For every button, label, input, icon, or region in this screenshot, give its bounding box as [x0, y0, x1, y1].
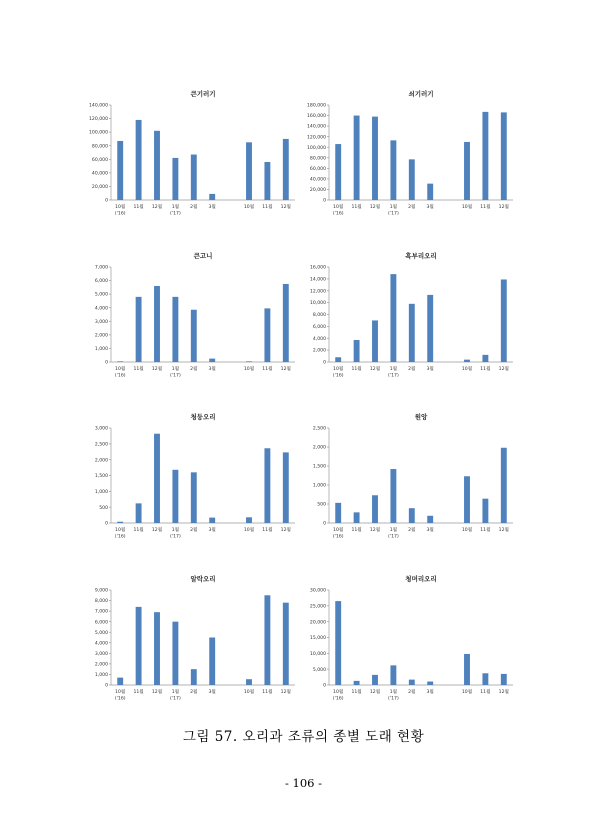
x-tick-label: 1월	[389, 528, 398, 533]
chart-title: 쇠기러기	[408, 90, 434, 98]
y-tick-label: 2,000	[94, 662, 108, 668]
y-tick-label: 3,000	[94, 651, 108, 657]
bar	[136, 503, 142, 523]
x-tick-label: 12월	[369, 690, 381, 695]
x-tick-label: 12월	[498, 367, 509, 372]
bar	[246, 517, 252, 523]
y-tick-label: 10,000	[309, 301, 326, 307]
y-tick-label: 180,000	[307, 103, 326, 109]
bar	[172, 297, 178, 362]
x-tick-label: 11월	[351, 205, 362, 210]
bar	[136, 297, 142, 362]
bar	[264, 595, 270, 685]
bar	[136, 607, 142, 685]
bar	[390, 274, 396, 362]
x-tick-label: 11월	[262, 367, 273, 372]
bar	[482, 673, 488, 685]
y-tick-label: 140,000	[89, 103, 108, 109]
y-tick-label: 5,000	[94, 292, 108, 298]
x-tick-label: 10월	[333, 367, 344, 372]
x-tick-label: 1월	[389, 690, 398, 695]
x-tick-label: 2월	[190, 690, 198, 695]
y-tick-label: 0	[323, 521, 326, 527]
chart-svg	[308, 88, 520, 228]
x-tick-label: 10월	[333, 205, 344, 210]
bar	[172, 470, 178, 523]
x-tick-label: 2월	[190, 205, 198, 210]
bar	[283, 284, 289, 362]
x-year-label: ('17)	[388, 211, 399, 217]
y-tick-label: 0	[105, 360, 108, 366]
bar-chart-4	[308, 250, 520, 390]
bar	[409, 304, 415, 362]
bar	[154, 286, 160, 362]
y-tick-label: 4,000	[94, 641, 108, 647]
x-tick-label: 2월	[190, 528, 198, 533]
y-tick-label: 6,000	[312, 324, 326, 330]
y-tick-label: 1,500	[312, 464, 326, 470]
x-tick-label: 10월	[461, 690, 473, 695]
page-number: - 106 -	[284, 776, 323, 790]
x-tick-label: 3월	[426, 367, 434, 372]
y-tick-label: 20,000	[309, 188, 326, 194]
y-tick-label: 80,000	[91, 144, 108, 150]
y-tick-label: 1,000	[94, 673, 108, 679]
bar-chart-7	[90, 573, 302, 713]
bar	[209, 638, 215, 686]
y-tick-label: 2,000	[94, 333, 108, 339]
bar	[264, 308, 270, 362]
bar	[354, 340, 360, 362]
x-tick-label: 11월	[133, 690, 144, 695]
bar	[117, 678, 123, 685]
y-tick-label: 14,000	[309, 277, 326, 283]
x-tick-label: 10월	[461, 205, 473, 210]
bar	[501, 112, 507, 200]
x-tick-label: 3월	[426, 528, 434, 533]
chart-title: 청머리오리	[405, 575, 437, 583]
chart-svg	[308, 411, 520, 551]
x-tick-label: 12월	[369, 205, 381, 210]
chart-svg	[90, 411, 302, 551]
bar	[117, 361, 123, 362]
y-tick-label: 8,000	[94, 599, 108, 605]
bar	[246, 142, 252, 200]
y-tick-label: 5,000	[312, 667, 326, 673]
y-tick-label: 25,000	[309, 604, 326, 610]
y-tick-label: 140,000	[307, 124, 326, 130]
y-tick-label: 80,000	[309, 156, 326, 162]
x-tick-label: 10월	[243, 205, 255, 210]
y-tick-label: 1,000	[94, 347, 108, 353]
bar	[335, 601, 341, 685]
bar	[246, 361, 252, 362]
bar	[501, 674, 507, 685]
x-year-label: ('16)	[114, 696, 126, 702]
bar	[172, 158, 178, 200]
y-tick-label: 0	[105, 683, 108, 689]
x-tick-label: 3월	[208, 528, 216, 533]
y-tick-label: 60,000	[91, 157, 108, 163]
bar	[464, 360, 470, 362]
bar	[283, 452, 289, 523]
y-tick-label: 2,000	[94, 458, 108, 464]
x-tick-label: 12월	[498, 690, 509, 695]
y-tick-label: 16,000	[309, 265, 326, 271]
bar	[264, 162, 270, 200]
bar	[117, 522, 123, 523]
x-tick-label: 11월	[480, 367, 491, 372]
x-tick-label: 1월	[171, 528, 180, 533]
bar	[154, 434, 160, 523]
bar	[172, 622, 178, 685]
x-tick-label: 3월	[208, 367, 216, 372]
bar	[191, 472, 197, 523]
bar	[354, 681, 360, 685]
bar	[209, 194, 215, 200]
x-tick-label: 12월	[498, 205, 509, 210]
x-year-label: ('17)	[388, 373, 399, 379]
bar	[209, 518, 215, 523]
x-tick-label: 11월	[262, 690, 273, 695]
x-year-label: ('17)	[170, 373, 181, 379]
bar	[427, 682, 433, 685]
bar-chart-5	[90, 411, 302, 551]
bar	[482, 499, 488, 523]
bar-chart-6	[308, 411, 520, 551]
x-tick-label: 10월	[333, 528, 344, 533]
x-tick-label: 1월	[171, 205, 180, 210]
bar	[482, 112, 488, 200]
x-tick-label: 10월	[115, 690, 126, 695]
x-tick-label: 11월	[480, 528, 491, 533]
x-year-label: ('16)	[332, 211, 344, 217]
chart-title: 흑부리오리	[405, 252, 437, 260]
y-tick-label: 0	[323, 198, 326, 204]
bar	[354, 512, 360, 523]
y-tick-label: 2,000	[312, 445, 326, 451]
bar	[372, 675, 378, 685]
x-tick-label: 12월	[280, 690, 291, 695]
bar	[427, 184, 433, 200]
x-year-label: ('17)	[170, 534, 181, 540]
x-year-label: ('16)	[114, 373, 126, 379]
x-tick-label: 2월	[190, 367, 198, 372]
bar	[464, 142, 470, 200]
y-tick-label: 20,000	[91, 185, 108, 191]
x-year-label: ('17)	[388, 534, 399, 540]
bar	[427, 516, 433, 523]
bar	[154, 131, 160, 200]
y-tick-label: 500	[99, 505, 108, 511]
bar	[427, 295, 433, 362]
x-tick-label: 11월	[351, 690, 362, 695]
x-tick-label: 3월	[426, 690, 434, 695]
x-year-label: ('16)	[332, 696, 344, 702]
y-tick-label: 5,000	[94, 630, 108, 636]
y-tick-label: 6,000	[94, 279, 108, 285]
y-tick-label: 1,000	[312, 483, 326, 489]
x-tick-label: 12월	[280, 205, 291, 210]
bar-chart-8	[308, 573, 520, 713]
y-tick-label: 20,000	[309, 620, 326, 626]
y-tick-label: 500	[317, 502, 326, 508]
x-tick-label: 10월	[461, 367, 473, 372]
bar	[501, 279, 507, 362]
x-year-label: ('17)	[388, 696, 399, 702]
x-year-label: ('16)	[332, 534, 344, 540]
chart-svg	[90, 250, 302, 390]
bar	[264, 448, 270, 523]
y-tick-label: 100,000	[89, 130, 108, 136]
y-tick-label: 3,000	[94, 426, 108, 432]
y-tick-label: 100,000	[307, 145, 326, 151]
y-tick-label: 160,000	[307, 114, 326, 120]
x-tick-label: 11월	[133, 367, 144, 372]
bar	[191, 310, 197, 362]
bar	[354, 116, 360, 200]
y-tick-label: 7,000	[94, 265, 108, 271]
y-tick-label: 6,000	[94, 620, 108, 626]
x-tick-label: 10월	[243, 528, 255, 533]
y-tick-label: 2,500	[312, 426, 326, 432]
chart-title: 알락오리	[190, 575, 216, 583]
chart-svg	[308, 250, 520, 390]
x-tick-label: 3월	[426, 205, 434, 210]
bar	[372, 495, 378, 523]
bar	[390, 140, 396, 200]
bar-chart-1	[90, 88, 302, 228]
y-tick-label: 120,000	[307, 135, 326, 141]
y-tick-label: 12,000	[309, 289, 326, 295]
y-tick-label: 2,000	[312, 348, 326, 354]
y-tick-label: 0	[105, 198, 108, 204]
bar-chart-2	[308, 88, 520, 228]
y-tick-label: 0	[323, 683, 326, 689]
x-tick-label: 2월	[408, 205, 416, 210]
x-tick-label: 1월	[171, 690, 180, 695]
x-tick-label: 1월	[389, 205, 398, 210]
x-year-label: ('17)	[170, 696, 181, 702]
x-tick-label: 1월	[389, 367, 398, 372]
x-tick-label: 11월	[480, 205, 491, 210]
x-tick-label: 11월	[351, 367, 362, 372]
x-tick-label: 2월	[408, 528, 416, 533]
x-tick-label: 10월	[461, 528, 473, 533]
y-tick-label: 40,000	[309, 177, 326, 183]
x-tick-label: 3월	[208, 690, 216, 695]
bar	[283, 139, 289, 200]
y-tick-label: 15,000	[309, 636, 326, 642]
x-tick-label: 2월	[408, 367, 416, 372]
y-tick-label: 9,000	[94, 588, 108, 594]
x-tick-label: 10월	[243, 367, 255, 372]
bar	[390, 469, 396, 523]
chart-title: 큰고니	[193, 252, 213, 260]
x-tick-label: 2월	[408, 690, 416, 695]
x-tick-label: 1월	[171, 367, 180, 372]
bar	[283, 603, 289, 685]
x-tick-label: 12월	[369, 367, 381, 372]
y-tick-label: 7,000	[94, 609, 108, 615]
bar	[409, 508, 415, 523]
y-tick-label: 4,000	[94, 306, 108, 312]
y-tick-label: 3,000	[94, 319, 108, 325]
x-tick-label: 12월	[369, 528, 381, 533]
chart-svg	[90, 573, 302, 713]
y-tick-label: 1,000	[94, 489, 108, 495]
y-tick-label: 60,000	[309, 166, 326, 172]
y-tick-label: 1,500	[94, 474, 108, 480]
bar	[372, 117, 378, 200]
bar	[136, 120, 142, 200]
chart-svg	[308, 573, 520, 713]
y-tick-label: 10,000	[309, 651, 326, 657]
chart-title: 큰기러기	[190, 90, 216, 98]
x-year-label: ('16)	[332, 373, 344, 379]
figure-caption: 그림 57. 오리과 조류의 종별 도래 현황	[182, 729, 425, 745]
bar	[335, 144, 341, 200]
bar	[464, 654, 470, 685]
x-tick-label: 11월	[262, 528, 273, 533]
x-tick-label: 10월	[243, 690, 255, 695]
bar	[154, 612, 160, 685]
x-tick-label: 12월	[151, 690, 163, 695]
x-tick-label: 12월	[151, 205, 163, 210]
x-tick-label: 3월	[208, 205, 216, 210]
y-tick-label: 8,000	[312, 313, 326, 319]
x-year-label: ('16)	[114, 534, 126, 540]
y-tick-label: 40,000	[91, 171, 108, 177]
chart-title: 청둥오리	[190, 413, 216, 421]
x-tick-label: 11월	[133, 205, 144, 210]
bar	[335, 357, 341, 362]
x-tick-label: 10월	[115, 528, 126, 533]
bar	[501, 448, 507, 523]
x-tick-label: 10월	[333, 690, 344, 695]
x-year-label: ('17)	[170, 211, 181, 217]
x-tick-label: 12월	[151, 367, 163, 372]
bar	[409, 680, 415, 685]
x-tick-label: 11월	[133, 528, 144, 533]
x-tick-label: 12월	[280, 528, 291, 533]
chart-title: 원앙	[414, 413, 428, 421]
x-tick-label: 12월	[151, 528, 163, 533]
x-year-label: ('16)	[114, 211, 126, 217]
y-tick-label: 30,000	[309, 588, 326, 594]
x-tick-label: 10월	[115, 205, 126, 210]
bar	[191, 669, 197, 685]
bar	[482, 355, 488, 362]
x-tick-label: 12월	[498, 528, 509, 533]
y-tick-label: 2,500	[94, 442, 108, 448]
chart-svg	[90, 88, 302, 228]
x-tick-label: 12월	[280, 367, 291, 372]
x-tick-label: 10월	[115, 367, 126, 372]
bar	[409, 159, 415, 200]
bar	[117, 141, 123, 200]
bar	[372, 320, 378, 362]
bar	[464, 476, 470, 523]
y-tick-label: 0	[105, 521, 108, 527]
bar	[191, 155, 197, 200]
bar	[390, 665, 396, 685]
bar	[209, 359, 215, 362]
bar	[246, 679, 252, 685]
bar	[335, 503, 341, 523]
x-tick-label: 11월	[351, 528, 362, 533]
y-tick-label: 4,000	[312, 336, 326, 342]
y-tick-label: 120,000	[89, 117, 108, 123]
x-tick-label: 11월	[262, 205, 273, 210]
x-tick-label: 11월	[480, 690, 491, 695]
bar-chart-3	[90, 250, 302, 390]
y-tick-label: 0	[323, 360, 326, 366]
